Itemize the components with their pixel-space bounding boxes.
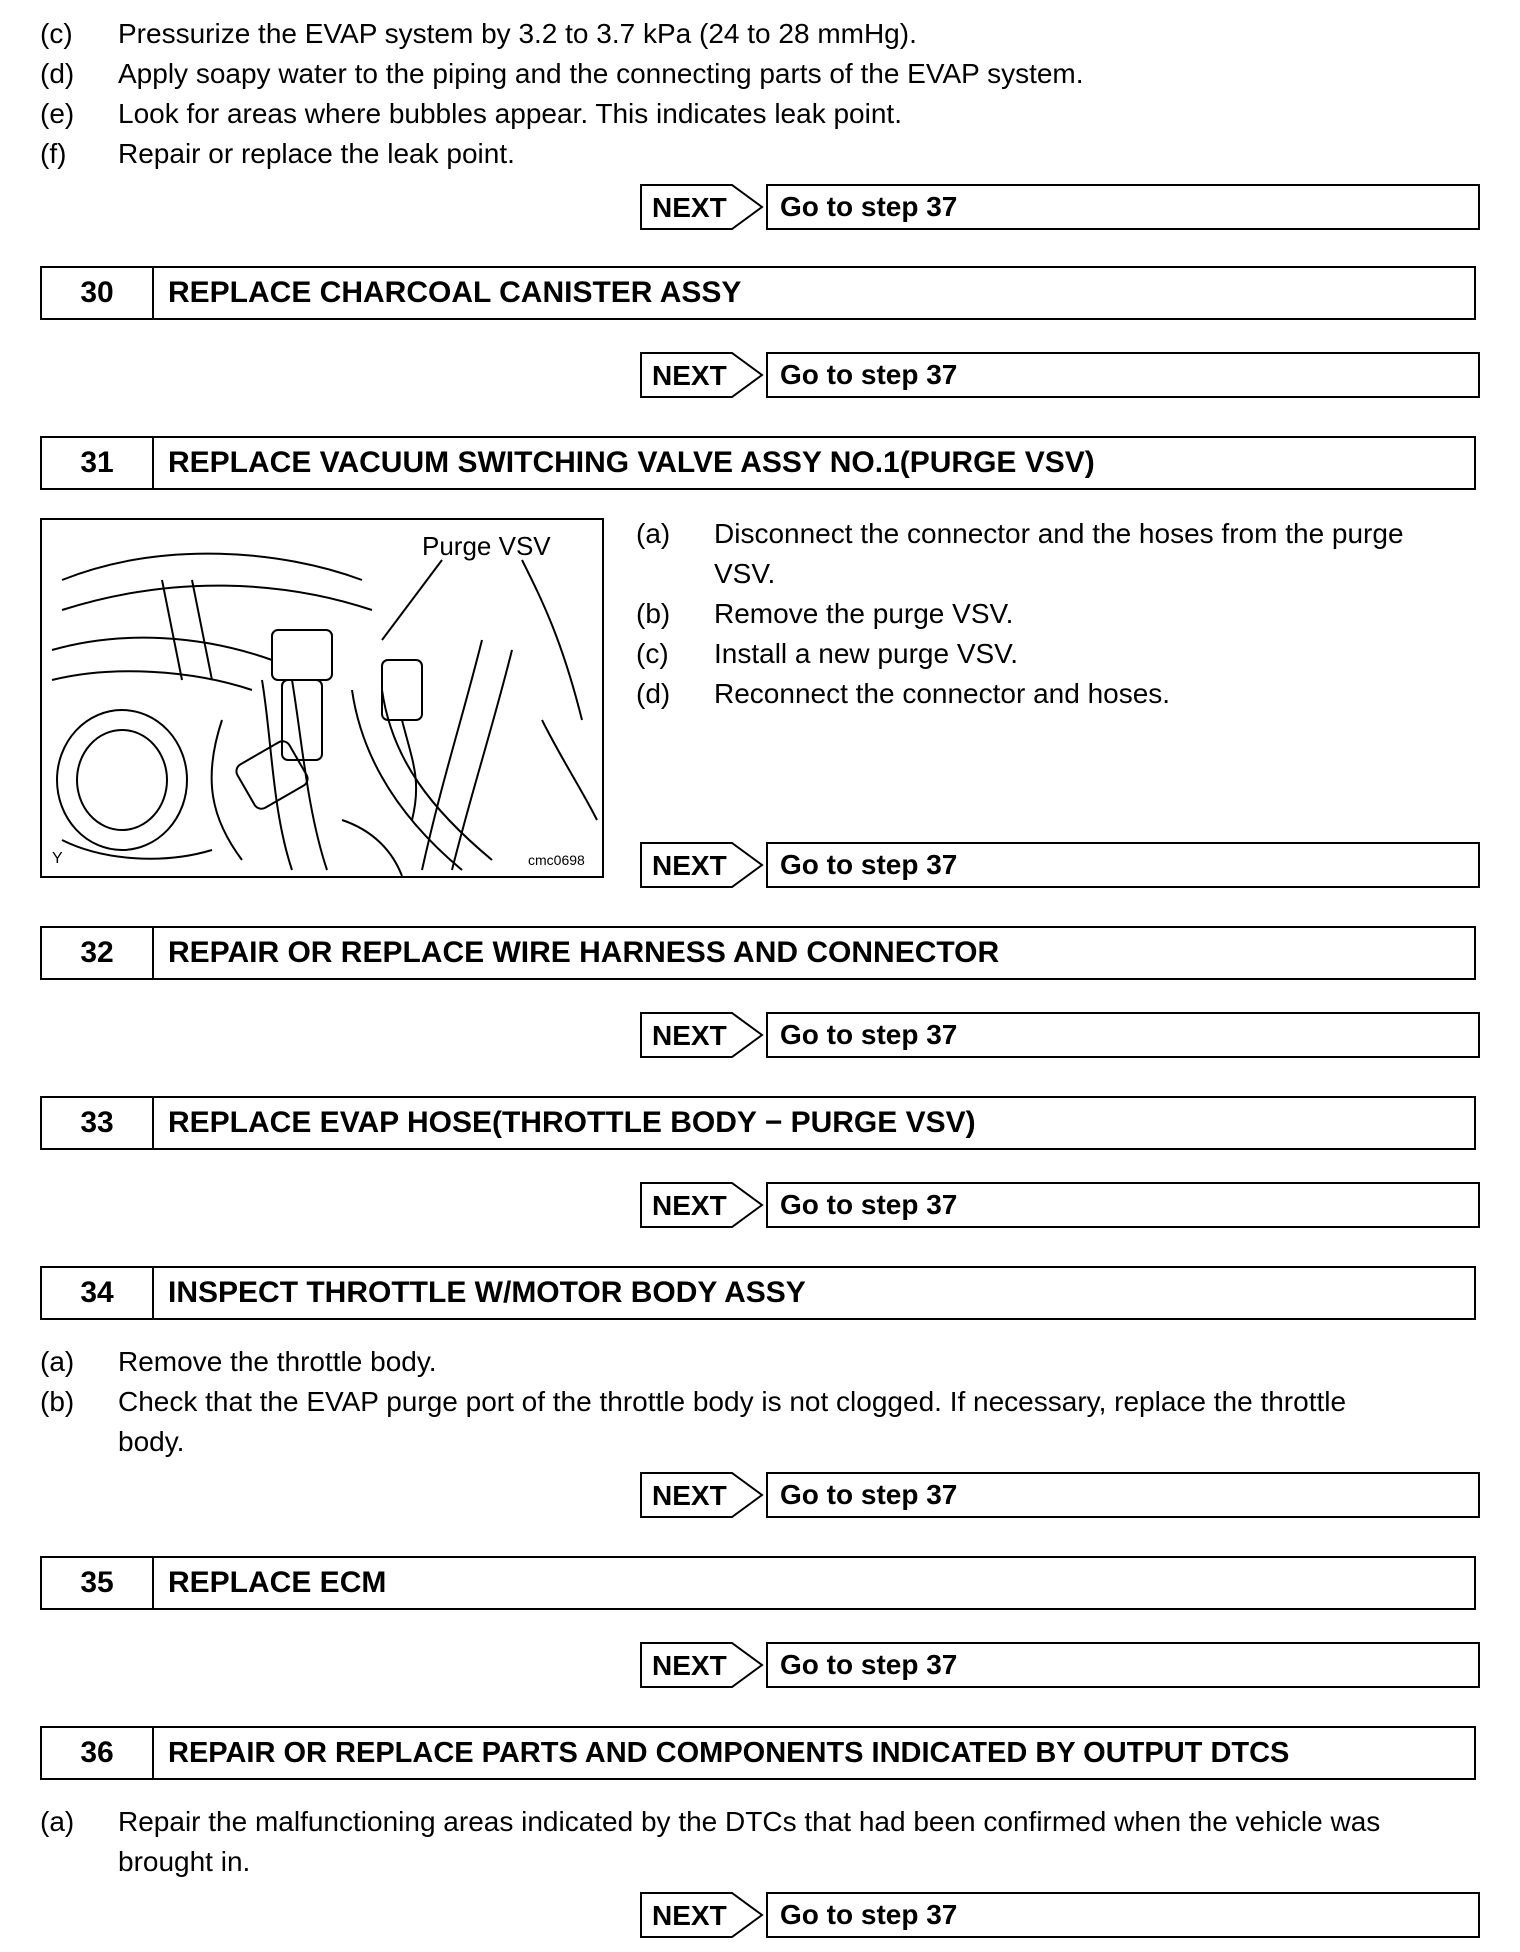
goto-step-text: Go to step 37 <box>766 1472 1480 1518</box>
next-step-link[interactable] <box>640 842 1480 888</box>
next-label: NEXT <box>652 1020 727 1051</box>
next-step-link[interactable] <box>640 352 1480 398</box>
step-title: REPLACE ECM <box>168 1566 387 1599</box>
item-label: (b) <box>40 1386 75 1417</box>
step-header-34 <box>40 1266 1476 1320</box>
next-label: NEXT <box>652 1190 727 1221</box>
next-label: NEXT <box>652 1900 727 1931</box>
purge-vsv-illustration <box>40 518 604 878</box>
figure-id: cmc0698 <box>528 852 585 868</box>
goto-step-text: Go to step 37 <box>766 842 1480 888</box>
step-title: REPLACE VACUUM SWITCHING VALVE ASSY NO.1(PURGE VSV) <box>168 446 1095 479</box>
step-header-31 <box>40 436 1476 490</box>
step-number: 32 <box>42 928 154 978</box>
goto-step-text: Go to step 37 <box>766 352 1480 398</box>
step-header-36 <box>40 1726 1476 1780</box>
goto-step-text: Go to step 37 <box>766 184 1480 230</box>
step-title: REPLACE EVAP HOSE(THROTTLE BODY − PURGE VSV) <box>168 1106 976 1139</box>
step-number: 36 <box>42 1728 154 1778</box>
next-arrow-icon <box>640 1472 730 1518</box>
next-label: NEXT <box>652 1650 727 1681</box>
figure-corner-mark: Y <box>52 850 63 867</box>
next-arrow-icon <box>640 1642 730 1688</box>
item-text: Repair or replace the leak point. <box>118 138 515 169</box>
next-label: NEXT <box>652 360 727 391</box>
item-text: Repair the malfunctioning areas indicated by the DTCs that had been confirmed when the vehicle was brought in. <box>118 1806 1381 1877</box>
step-header-35 <box>40 1556 1476 1610</box>
step-header-30 <box>40 266 1476 320</box>
next-arrow-icon <box>640 1182 730 1228</box>
step-title: REPAIR OR REPLACE PARTS AND COMPONENTS INDICATED BY OUTPUT DTCS <box>168 1737 1290 1769</box>
next-step-link[interactable] <box>640 1012 1480 1058</box>
step-number: 34 <box>42 1268 154 1318</box>
item-text: Apply soapy water to the piping and the connecting parts of the EVAP system. <box>118 58 1084 89</box>
engine-diagram-icon <box>42 520 602 876</box>
next-arrow-icon <box>640 1012 730 1058</box>
goto-step-text: Go to step 37 <box>766 1182 1480 1228</box>
step-title: REPAIR OR REPLACE WIRE HARNESS AND CONNECTOR <box>168 936 1000 969</box>
next-arrow-icon <box>640 1892 730 1938</box>
next-arrow-icon <box>640 184 730 230</box>
next-label: NEXT <box>652 1480 727 1511</box>
next-step-link[interactable] <box>640 1642 1480 1688</box>
next-step-link[interactable] <box>640 1182 1480 1228</box>
item-label: (d) <box>636 678 671 709</box>
item-text: Look for areas where bubbles appear. This indicates leak point. <box>118 98 902 129</box>
item-label: (c) <box>40 18 73 49</box>
figure-caption: Purge VSV <box>422 531 551 561</box>
step-title: INSPECT THROTTLE W/MOTOR BODY ASSY <box>168 1276 806 1309</box>
next-arrow-icon <box>640 842 730 888</box>
item-label: (b) <box>636 598 671 629</box>
item-label: (d) <box>40 58 75 89</box>
step-number: 30 <box>42 268 154 318</box>
step-header-33 <box>40 1096 1476 1150</box>
next-step-link[interactable] <box>640 1472 1480 1518</box>
goto-step-text: Go to step 37 <box>766 1012 1480 1058</box>
step-number: 35 <box>42 1558 154 1608</box>
item-text: Pressurize the EVAP system by 3.2 to 3.7 kPa (24 to 28 mmHg). <box>118 18 917 49</box>
next-step-link[interactable] <box>640 1892 1480 1938</box>
step-number: 31 <box>42 438 154 488</box>
item-label: (a) <box>40 1346 75 1377</box>
goto-step-text: Go to step 37 <box>766 1642 1480 1688</box>
next-label: NEXT <box>652 850 727 881</box>
item-text: Remove the throttle body. <box>118 1346 437 1377</box>
item-text: Disconnect the connector and the hoses from the purge VSV. <box>714 518 1404 589</box>
item-text: Check that the EVAP purge port of the throttle body is not clogged. If necessary, replace the throttle body. <box>118 1386 1347 1457</box>
item-label: (c) <box>636 638 669 669</box>
item-label: (a) <box>636 518 671 549</box>
next-step-link[interactable] <box>640 184 1480 230</box>
next-arrow-icon <box>640 352 730 398</box>
step-title: REPLACE CHARCOAL CANISTER ASSY <box>168 276 742 309</box>
step-header-32 <box>40 926 1476 980</box>
item-label: (e) <box>40 98 75 129</box>
item-text: Install a new purge VSV. <box>714 638 1019 669</box>
item-label: (a) <box>40 1806 75 1837</box>
step-number: 33 <box>42 1098 154 1148</box>
item-text: Remove the purge VSV. <box>714 598 1014 629</box>
item-label: (f) <box>40 138 67 169</box>
next-label: NEXT <box>652 192 727 223</box>
goto-step-text: Go to step 37 <box>766 1892 1480 1938</box>
item-text: Reconnect the connector and hoses. <box>714 678 1171 709</box>
